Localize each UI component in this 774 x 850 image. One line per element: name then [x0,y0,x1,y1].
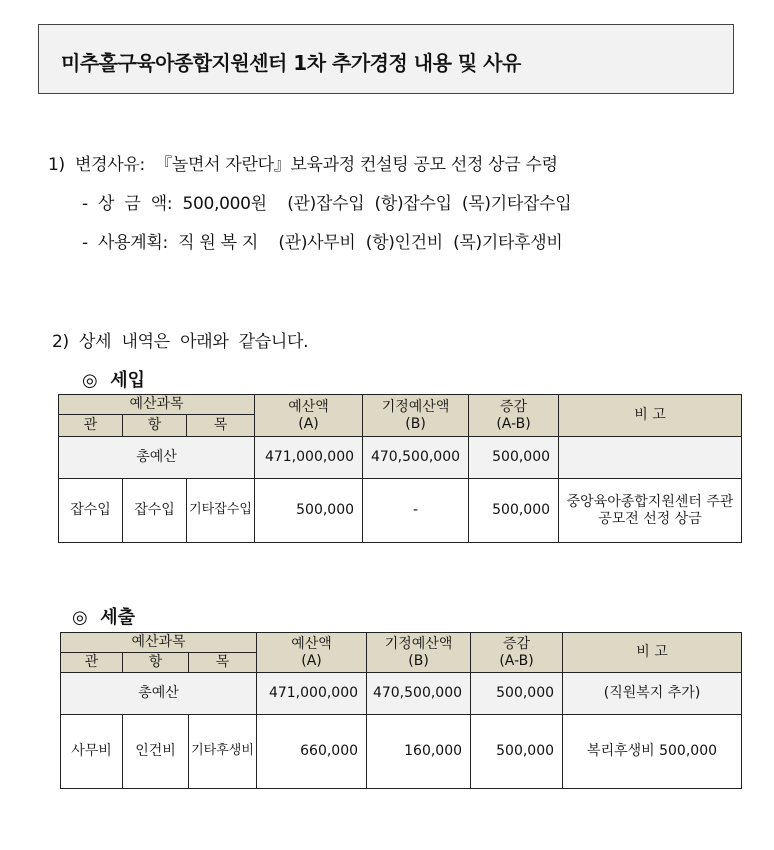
total-budget: 471,000,000 [257,673,367,715]
header-gwan: 관 [61,653,123,673]
row-hang: 인건비 [123,715,189,789]
header-budget: 예산액 (A) [255,395,363,437]
prize-amount: - 상 금 액: 500,000원 (관)잡수입 (항)잡수입 (목)기타잡수입 [82,194,572,214]
header-mok: 목 [187,415,255,437]
row-change: 500,000 [469,479,559,543]
header-mok: 목 [189,653,257,673]
expense-heading: ◎ 세출 [72,607,136,628]
row-hang: 잡수입 [123,479,187,543]
row-budget: 660,000 [257,715,367,789]
header-change: 증감 (A-B) [471,633,563,673]
header-hang: 항 [123,415,187,437]
total-change: 500,000 [471,673,563,715]
header-budget: 예산액 (A) [257,633,367,673]
header-prev-budget: 기정예산액 (B) [363,395,469,437]
expense-table [60,632,742,789]
total-change: 500,000 [469,437,559,479]
total-budget: 471,000,000 [255,437,363,479]
change-reason: 1) 변경사유: 『놀면서 자란다』보육과정 컨설팅 공모 선정 상금 수령 [48,155,558,175]
row-change: 500,000 [471,715,563,789]
revenue-table [58,394,742,543]
total-remark [559,437,742,479]
header-gwan: 관 [59,415,123,437]
row-budget: 500,000 [255,479,363,543]
row-gwan: 잡수입 [59,479,123,543]
header-remark: 비 고 [563,633,742,673]
title-box [38,24,734,94]
row-mok: 기타잡수입 [187,479,255,543]
row-remark: 복리후생비 500,000 [563,715,742,789]
row-mok: 기타후생비 [189,715,257,789]
total-prev-budget: 470,500,000 [363,437,469,479]
total-prev-budget: 470,500,000 [367,673,471,715]
details-intro: 2) 상세 내역은 아래와 같습니다. [52,332,309,352]
page-title: 미추홀구육아종합지원센터 1차 추가경정 내용 및 사유 [61,51,521,75]
header-budget-item: 예산과목 [59,395,255,415]
header-hang: 항 [123,653,189,673]
revenue-heading: ◎ 세입 [82,370,146,391]
header-prev-budget: 기정예산액 (B) [367,633,471,673]
total-label: 총예산 [61,673,257,715]
total-remark: (직원복지 추가) [563,673,742,715]
row-prev-budget: - [363,479,469,543]
usage-plan: - 사용계획: 직 원 복 지 (관)사무비 (항)인건비 (목)기타후생비 [82,233,563,253]
header-budget-item: 예산과목 [61,633,257,653]
row-remark: 중앙육아종합지원센터 주관 공모전 선정 상금 [559,479,742,543]
header-remark: 비 고 [559,395,742,437]
row-prev-budget: 160,000 [367,715,471,789]
header-change: 증감 (A-B) [469,395,559,437]
total-label: 총예산 [59,437,255,479]
row-gwan: 사무비 [61,715,123,789]
